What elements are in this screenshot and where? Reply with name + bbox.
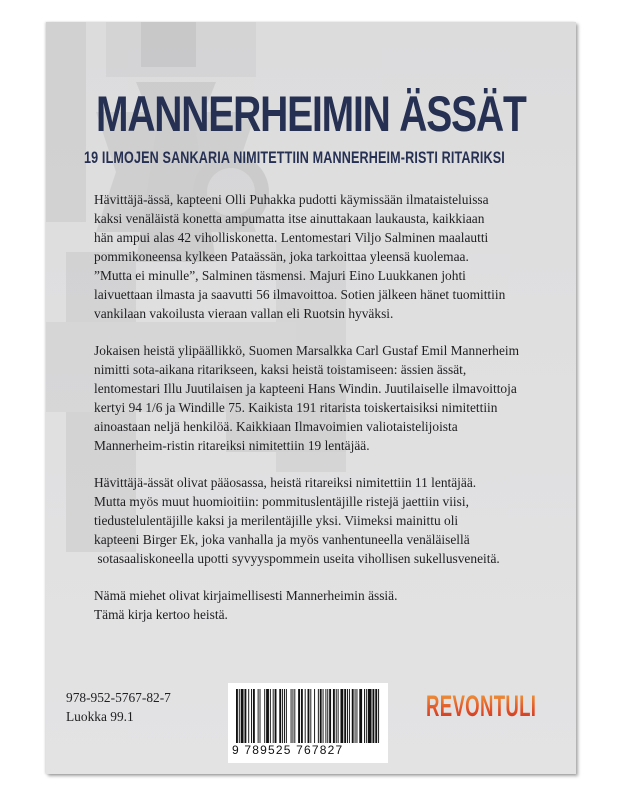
- barcode-bar: [349, 689, 350, 743]
- barcode-bar: [266, 689, 269, 743]
- barcode-bar: [292, 689, 293, 743]
- barcode-bar: [248, 689, 249, 743]
- barcode-bar: [270, 689, 271, 743]
- blurb-paragraph-1: [94, 190, 564, 323]
- barcode-bar: [298, 689, 300, 743]
- barcode-bar: [372, 689, 374, 743]
- barcode-bar: [273, 689, 274, 743]
- barcode-bar: [347, 689, 348, 743]
- barcode-bar: [340, 689, 343, 743]
- barcode-bar: [275, 689, 277, 743]
- barcode-bar: [253, 689, 255, 743]
- text-line: Nämä miehet olivat kirjaimellisesti Mannerheimin ässiä.: [94, 588, 398, 603]
- text-line: Hävittäjä-ässä, kapteeni Olli Puhakka pudotti käymissään ilmataisteluissa: [94, 192, 489, 207]
- text-line: sotasaaliskoneella upotti syvyyspommein useita vihollisen sukellusveneitä.: [94, 551, 500, 566]
- text-line: ”Mutta ei minulle”, Salminen täsmensi. Majuri Eino Luukkanen johti: [94, 268, 466, 283]
- blurb-paragraph-4: [94, 586, 564, 624]
- barcode-bar: [286, 689, 287, 743]
- text-line: kaksi venäläistä konetta ampumatta itse ainuttakaan laukausta, kaikkiaan: [94, 211, 485, 226]
- blurb-text: [94, 190, 564, 642]
- barcode-bar: [338, 689, 339, 743]
- barcode-bar: [366, 689, 367, 743]
- text-line: tiedustelulentäjille kaksi ja merilentäjille yksi. Viimeksi mainittu oli: [94, 513, 459, 528]
- barcode-bar: [244, 689, 246, 743]
- text-line: Jokaisen heistä ylipäällikkö, Suomen Marsalkka Carl Gustaf Emil Mannerheim: [94, 343, 520, 358]
- barcode-bar: [258, 689, 259, 743]
- blurb-paragraph-2: [94, 341, 564, 455]
- barcode-bar: [318, 689, 319, 743]
- barcode-bar: [314, 689, 315, 743]
- text-line: nimitti sota-aikana ritarikseen, kaksi heistä toistamiseen: ässien ässät,: [94, 362, 467, 377]
- text-line: Hävittäjä-ässät olivat pääosassa, heistä ritareiksi nimitettiin 11 lentäjää.: [94, 475, 477, 490]
- text-line: vankilaan vakoilusta vieraan vallan eli Ruotsin hyväksi.: [94, 306, 394, 321]
- text-line: pommikoneensa kylkeen Pataässän, joka tarkoittaa yleensä kuolemaa.: [94, 249, 469, 264]
- barcode-bar: [291, 689, 292, 743]
- barcode-bar: [282, 689, 283, 743]
- barcode-bar: [336, 689, 337, 743]
- text-line: laivuettaan ilmasta ja saavutti 56 ilmavoittoa. Sotien jälkeen hänet tuomittiin: [94, 287, 506, 302]
- barcode-bar: [236, 689, 238, 743]
- text-line: kertyi 94 1/6 ja Windille 75. Kaikista 191 ritarista toiskertaisiksi nimitettiin: [94, 400, 498, 415]
- barcode-bar: [356, 689, 357, 743]
- barcode-bar: [375, 689, 377, 743]
- barcode-bar: [323, 689, 324, 743]
- barcode-bar: [327, 689, 328, 743]
- text-line: Tämä kirja kertoo heistä.: [94, 607, 228, 622]
- barcode-bars: [236, 689, 380, 743]
- barcode-bar: [368, 689, 372, 743]
- text-line: hän ampui alas 42 viholliskonetta. Lentomestari Viljo Salminen maalautti: [94, 230, 489, 245]
- text-line: kapteeni Birger Ek, joka vanhalla ja myös vanhentuneella venäläisellä: [94, 532, 470, 547]
- barcode-bar: [364, 689, 365, 743]
- blurb-paragraph-3: [94, 473, 564, 568]
- barcode-bar: [241, 689, 244, 743]
- book-back-cover: [46, 22, 576, 774]
- barcode-number: 9 789525 767827: [232, 743, 344, 757]
- book-subtitle: 19 ILMOJEN SANKARIA NIMITETTIIN MANNERHEIM-RISTI RITARIKSI: [84, 148, 505, 167]
- isbn-number: 978-952-5767-82-7: [66, 690, 171, 705]
- barcode-bar: [359, 689, 362, 743]
- barcode-bar: [264, 689, 265, 743]
- barcode-bar: [333, 689, 335, 743]
- barcode-bar: [251, 689, 252, 743]
- text-line: lentomestari Illu Juutilaisen ja kapteeni Hans Windin. Juutilaiselle ilmavoittoja: [94, 381, 517, 396]
- publisher-logo: REVONTULI: [426, 690, 537, 723]
- barcode-bar: [279, 689, 281, 743]
- barcode-bar: [260, 689, 261, 743]
- barcode-bar: [320, 689, 322, 743]
- text-line: Mannerheim-ristin ritareiksi nimitettiin 19 lentäjää.: [94, 438, 370, 453]
- barcode-bar: [355, 689, 356, 743]
- barcode-bar: [305, 689, 306, 743]
- barcode-bar: [344, 689, 346, 743]
- barcode-bar: [301, 689, 303, 743]
- book-title: MANNERHEIMIN ÄSSÄT: [96, 86, 526, 142]
- barcode-bar: [325, 689, 326, 743]
- barcode-bar: [284, 689, 285, 743]
- barcode-bar: [329, 689, 331, 743]
- classification-label: Luokka 99.1: [66, 709, 134, 724]
- text-line: Mutta myös muut huomioitiin: pommituslentäjille ristejä jaettiin viisi,: [94, 494, 469, 509]
- barcode-bar: [378, 689, 379, 743]
- barcode-bar: [294, 689, 295, 743]
- barcode-bar: [308, 689, 310, 743]
- barcode: [228, 683, 388, 763]
- text-line: ainoastaan neljä henkilöä. Kaikkiaan Ilmavoimien valiotaistelijoista: [94, 419, 458, 434]
- isbn-block: [66, 688, 171, 726]
- barcode-bar: [310, 689, 311, 743]
- barcode-bar: [239, 689, 240, 743]
- barcode-bar: [352, 689, 354, 743]
